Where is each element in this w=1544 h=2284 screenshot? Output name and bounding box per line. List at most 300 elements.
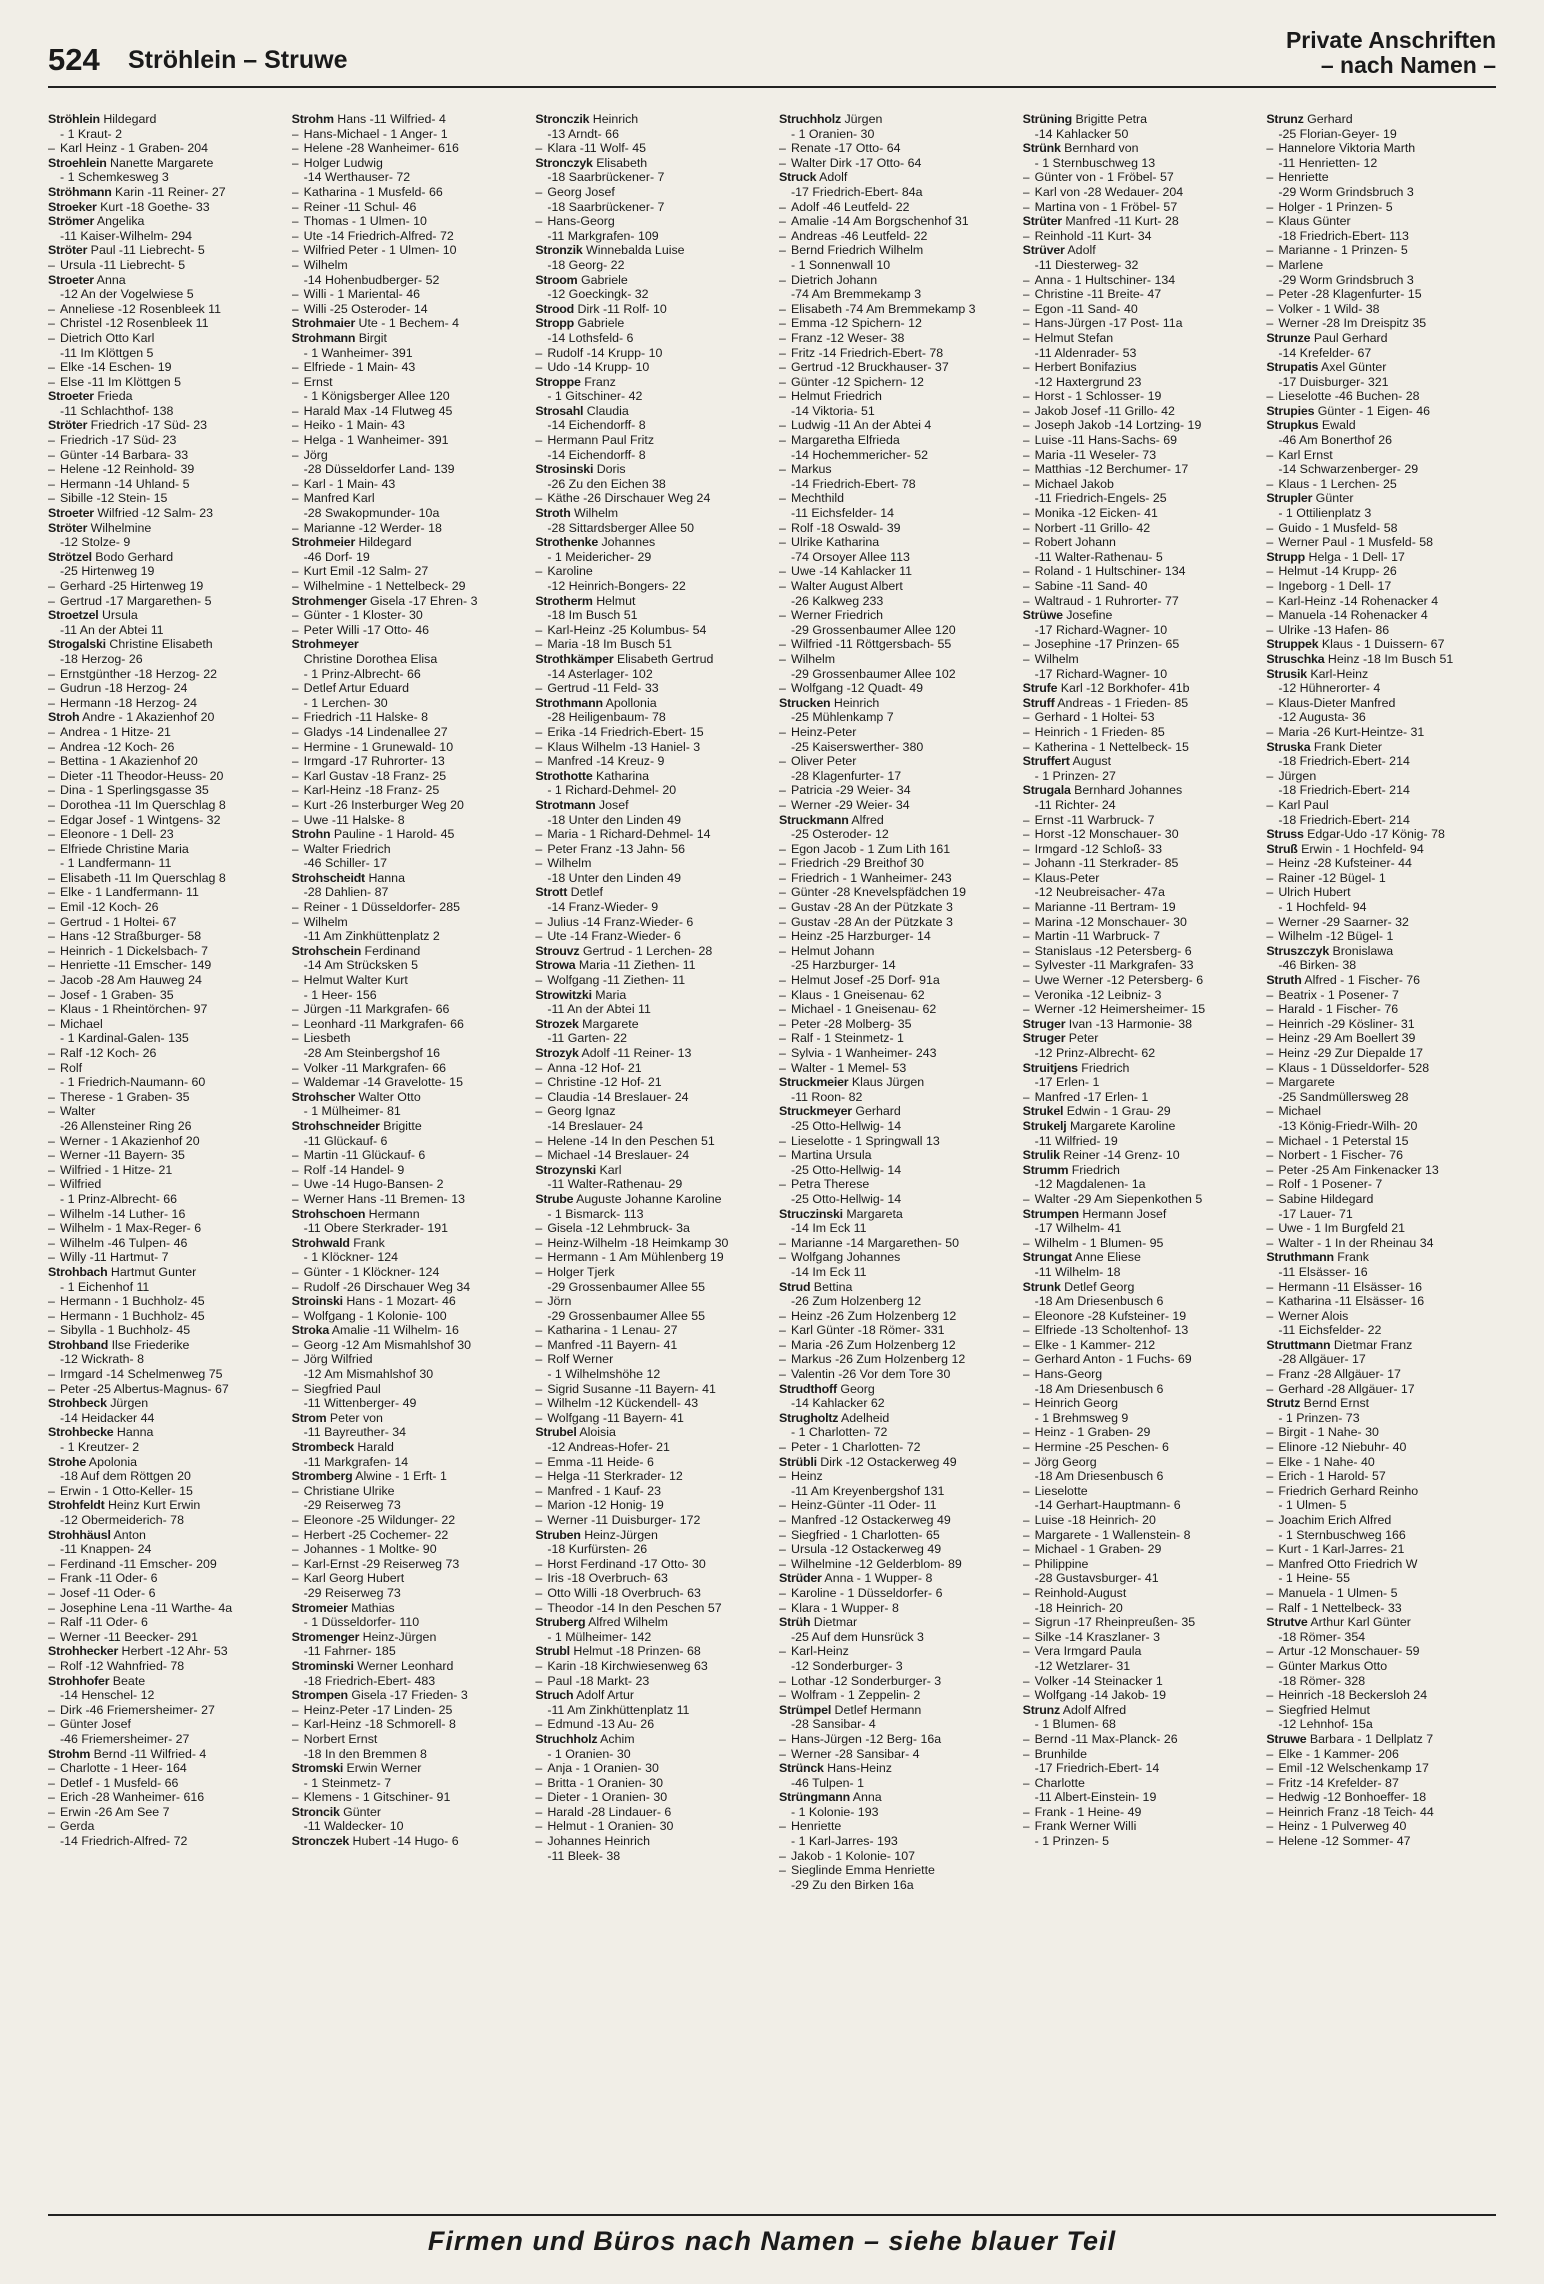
entry-details: Hans-Georg (1034, 1367, 1103, 1382)
directory-entry (292, 477, 522, 492)
directory-entry (1023, 156, 1253, 171)
directory-entry (779, 506, 1009, 521)
directory-entry (48, 1615, 278, 1630)
directory-entry (1266, 1586, 1496, 1601)
entry-details: Kurt Emil -12 Salm- 27 (303, 564, 429, 579)
directory-entry (535, 1542, 765, 1557)
directory-entry (1266, 1163, 1496, 1178)
directory-entry (48, 1601, 278, 1616)
entry-details: Rolf -12 Wahnfried- 78 (60, 1658, 185, 1673)
repeat-dash: – (48, 1702, 55, 1717)
directory-entry (1266, 1674, 1496, 1689)
entry-details: Werner -11 Bayern- 35 (60, 1148, 185, 1163)
surname: Stroncik (291, 1804, 340, 1819)
entry-continuation: -11 Markgrafen- 14 (303, 1454, 409, 1469)
entry-details: Manfred Karl (303, 491, 375, 506)
entry-details: Andrea -12 Koch- 26 (60, 739, 175, 754)
repeat-dash: – (1266, 476, 1274, 491)
entry-details: Uwe -14 Hugo-Bansen- 2 (303, 1177, 444, 1192)
surname: Strumpen (1022, 1206, 1079, 1221)
entry-continuation: - 1 Blumen- 68 (1034, 1717, 1116, 1732)
directory-entry (48, 798, 278, 813)
directory-entry (1023, 608, 1253, 623)
directory-entry (1023, 1061, 1253, 1076)
repeat-dash: – (291, 1016, 299, 1031)
repeat-dash: – (291, 1571, 299, 1586)
repeat-dash: – (1022, 1629, 1030, 1644)
entry-details: Michael - 1 Peterstal 15 (1278, 1133, 1409, 1148)
surname: Strudthoff (779, 1381, 837, 1396)
directory-entry (292, 798, 522, 813)
directory-entry (535, 389, 765, 404)
directory-entry (1023, 681, 1253, 696)
repeat-dash: – (535, 1148, 543, 1163)
surname: Strohfeldt (48, 1498, 105, 1513)
entry-details: Ulrike Katharina (791, 535, 880, 550)
entry-details: Katharina - 1 Musfeld- 66 (303, 184, 443, 199)
repeat-dash: – (535, 841, 543, 856)
entry-details: Franz -28 Allgäuer- 17 (1278, 1367, 1401, 1382)
entry-continuation: - 1 Charlotten- 72 (791, 1425, 888, 1440)
repeat-dash: – (535, 1352, 543, 1367)
entry-details: Hermann - 1 Buchholz- 45 (60, 1308, 205, 1323)
directory-entry (1023, 1046, 1253, 1061)
directory-entry (779, 1425, 1009, 1440)
repeat-dash: – (1266, 608, 1274, 623)
entry-details: Johannes Heinrich (547, 1834, 650, 1849)
entry-details: Peter (1065, 1031, 1099, 1046)
entry-details: Bronislawa (1329, 943, 1394, 958)
directory-entry (779, 1148, 1009, 1163)
repeat-dash: – (1266, 1746, 1274, 1761)
repeat-dash: – (779, 1352, 786, 1367)
directory-entry (48, 112, 278, 127)
directory-entry (1023, 1352, 1253, 1367)
entry-details: Hans-Michael - 1 Anger- 1 (303, 126, 448, 141)
entry-details: Monika -12 Eicken- 41 (1034, 506, 1158, 521)
repeat-dash: – (1022, 579, 1030, 593)
repeat-dash: – (291, 155, 299, 170)
directory-entry (48, 1411, 278, 1426)
entry-details: Ludwig -11 An der Abtei 4 (791, 418, 932, 433)
repeat-dash: – (1022, 1396, 1030, 1411)
repeat-dash: – (535, 1250, 543, 1265)
repeat-dash: – (1266, 695, 1274, 710)
entry-details: Bernd -11 Max-Planck- 26 (1034, 1731, 1178, 1746)
directory-entry (1023, 1148, 1253, 1163)
entry-details: Patricia -29 Weier- 34 (791, 783, 911, 798)
directory-entry (48, 1075, 278, 1090)
directory-entry (535, 564, 765, 579)
surname: Strohhofer (48, 1673, 110, 1688)
repeat-dash: – (1266, 1542, 1274, 1557)
repeat-dash: – (1266, 141, 1274, 156)
entry-details: Eleonore -25 Wildunger- 22 (303, 1513, 456, 1527)
entry-details: Manfred Otto Friedrich W (1278, 1556, 1418, 1571)
directory-entry (48, 1031, 278, 1046)
directory-entry (1023, 783, 1253, 798)
repeat-dash: – (1022, 1585, 1030, 1600)
directory-entry (779, 287, 1009, 302)
entry-details: Barbara - 1 Dellplatz 7 (1306, 1731, 1434, 1746)
entry-details: Oliver Peter (791, 754, 857, 769)
entry-details: Else -11 Im Klöttgen 5 (60, 374, 181, 389)
directory-entry (779, 258, 1009, 273)
entry-details: Adolf -11 Reiner- 13 (578, 1046, 692, 1060)
directory-entry (292, 1571, 522, 1586)
repeat-dash: – (779, 1819, 786, 1834)
directory-entry (1023, 1280, 1253, 1295)
repeat-dash: – (291, 126, 299, 141)
entry-details: Helene -14 In den Peschen 51 (547, 1133, 715, 1148)
entry-continuation: - 1 Eichenhof 11 (60, 1279, 150, 1294)
repeat-dash: – (779, 754, 786, 769)
directory-entry (1023, 1119, 1253, 1134)
surname: Strohbeck (48, 1396, 107, 1411)
entry-continuation: -29 Grossenbaumer Allee 55 (547, 1308, 706, 1323)
repeat-dash: – (535, 1337, 543, 1352)
entry-details: Elisabeth -11 Im Querschlag 8 (60, 870, 226, 885)
entry-details: Karl von -28 Wedauer- 204 (1034, 184, 1184, 199)
repeat-dash: – (291, 257, 299, 272)
surname: Strouvz (535, 943, 580, 958)
directory-entry (535, 623, 765, 638)
entry-details: Luise -18 Heinrich- 20 (1034, 1513, 1156, 1527)
entry-continuation: -11 Am Kreyenbergshof 131 (791, 1483, 945, 1498)
directory-entry (1023, 1630, 1253, 1645)
entry-continuation: Christine Dorothea Elisa (303, 651, 438, 666)
entry-details: Wilhelmine -12 Gelderblom- 89 (791, 1556, 962, 1571)
entry-details: Helmut -18 Prinzen- 68 (569, 1644, 701, 1659)
surname: Stromski (291, 1761, 344, 1776)
entry-details: Josephine -17 Prinzen- 65 (1034, 637, 1180, 652)
entry-details: Werner Alois (1278, 1308, 1349, 1323)
repeat-dash: – (48, 870, 55, 885)
entry-continuation: -28 Dahlien- 87 (303, 885, 389, 900)
repeat-dash: – (291, 418, 299, 433)
repeat-dash: – (779, 579, 786, 593)
repeat-dash: – (48, 1483, 55, 1498)
directory-entry (48, 1717, 278, 1732)
entry-details: Horst Ferdinand -17 Otto- 30 (547, 1556, 706, 1571)
entry-details: Marianne -14 Margarethen- 50 (791, 1235, 960, 1250)
directory-entry (1023, 885, 1253, 900)
repeat-dash: – (535, 681, 543, 696)
directory-entry (292, 637, 522, 652)
surname: Strübli (779, 1454, 817, 1469)
directory-entry (535, 1586, 765, 1601)
entry-details: Manfred -11 Kurt- 28 (1061, 214, 1179, 229)
entry-details: Karin -11 Reiner- 27 (111, 184, 226, 199)
directory-entry (292, 1601, 522, 1616)
repeat-dash: – (535, 1483, 543, 1498)
repeat-dash: – (48, 1016, 55, 1031)
entry-details: Marina -12 Monschauer- 30 (1034, 914, 1187, 929)
directory-entry (48, 1630, 278, 1645)
directory-entry (779, 594, 1009, 609)
directory-entry (1266, 608, 1496, 623)
entry-details: Heinrich - 1 Frieden- 85 (1034, 724, 1165, 739)
entry-details: Andreas -46 Leutfeld- 22 (791, 228, 928, 243)
surname: Strubl (535, 1644, 570, 1659)
directory-entry (779, 1601, 1009, 1616)
repeat-dash: – (779, 637, 786, 652)
entry-details: Walter - 1 Memel- 53 (791, 1060, 907, 1075)
directory-entry (1023, 491, 1253, 506)
directory-entry (48, 988, 278, 1003)
directory-entry (779, 915, 1009, 930)
directory-entry (1023, 1031, 1253, 1046)
entry-details: Ilse Friederike (108, 1337, 190, 1352)
repeat-dash: – (291, 1031, 299, 1046)
directory-entry (48, 1002, 278, 1017)
entry-continuation: -14 Lothsfeld- 6 (547, 330, 634, 345)
surname: Struger (1022, 1031, 1066, 1046)
entry-continuation: -28 Heiligenbaum- 78 (547, 710, 666, 725)
directory-entry (779, 1688, 1009, 1703)
entry-details: Klaus - 1 Düsseldorfer- 528 (1278, 1060, 1430, 1075)
surname: Strutve (1266, 1615, 1308, 1630)
directory-entry (1023, 1659, 1253, 1674)
surname: Strohn (291, 827, 331, 842)
repeat-dash: – (1022, 506, 1030, 521)
directory-entry (1023, 229, 1253, 244)
entry-details: Valentin -26 Vor dem Tore 30 (791, 1367, 951, 1382)
directory-entry (535, 1674, 765, 1689)
entry-details: Roland - 1 Hultschiner- 134 (1034, 564, 1186, 579)
directory-entry (779, 1630, 1009, 1645)
directory-entry (1266, 1601, 1496, 1616)
directory-entry (1266, 418, 1496, 433)
surname: Struckmann (779, 812, 849, 827)
directory-entry (1266, 1352, 1496, 1367)
repeat-dash: – (1266, 316, 1274, 331)
repeat-dash: – (1266, 622, 1274, 637)
surname: Strohband (48, 1337, 109, 1352)
entry-details: Gertrud -17 Margarethen- 5 (60, 593, 212, 608)
repeat-dash: – (1022, 593, 1030, 608)
repeat-dash: – (779, 1542, 786, 1557)
entry-continuation: -14 Hochemmericher- 52 (791, 447, 929, 462)
directory-entry (292, 404, 522, 419)
directory-entry (48, 1761, 278, 1776)
directory-entry (1266, 798, 1496, 813)
entry-continuation: - 1 Düsseldorfer- 110 (303, 1615, 420, 1630)
directory-entry (779, 623, 1009, 638)
surname: Strungat (1022, 1250, 1072, 1265)
repeat-dash: – (535, 622, 543, 637)
surname: Strohscher (291, 1089, 356, 1104)
entry-details: Harald -28 Lindauer- 6 (547, 1804, 672, 1819)
entry-details: Philippine (1034, 1556, 1089, 1571)
entry-details: Martin -11 Glückauf- 6 (303, 1148, 426, 1163)
directory-entry (535, 871, 765, 886)
entry-details: Hermann (365, 1206, 420, 1221)
directory-entry (535, 1469, 765, 1484)
directory-entry (779, 973, 1009, 988)
directory-entry (1023, 1309, 1253, 1324)
directory-entry (1266, 389, 1496, 404)
entry-details: Heinrich Georg (1034, 1396, 1118, 1411)
repeat-dash: – (48, 1790, 55, 1805)
repeat-dash: – (535, 724, 543, 739)
repeat-dash: – (779, 943, 786, 958)
surname: Strünk (1022, 141, 1061, 156)
repeat-dash: – (779, 987, 786, 1002)
entry-details: Margarete - 1 Wallenstein- 8 (1034, 1527, 1191, 1542)
entry-details: Fritz -14 Friedrich-Ebert- 78 (791, 345, 944, 360)
entry-details: Günter (1312, 491, 1354, 506)
directory-entry (48, 681, 278, 696)
entry-details: Fritz -14 Krefelder- 87 (1278, 1775, 1399, 1790)
repeat-dash: – (535, 1089, 543, 1104)
directory-entry (1023, 127, 1253, 142)
surname: Strüter (1022, 214, 1062, 229)
directory-entry (292, 1732, 522, 1747)
entry-details: Walter Otto (355, 1089, 421, 1104)
directory-entry (1266, 185, 1496, 200)
surname: Strozyk (535, 1046, 579, 1060)
entry-continuation: - 1 Heer- 156 (303, 987, 377, 1002)
repeat-dash: – (1266, 214, 1274, 229)
entry-details: Charlotte (1034, 1775, 1085, 1790)
repeat-dash: – (1266, 564, 1274, 579)
directory-entry (1023, 696, 1253, 711)
directory-entry (292, 1294, 522, 1309)
entry-details: Wilhelm - 1 Max-Reger- 6 (60, 1221, 202, 1236)
directory-entry (48, 521, 278, 536)
entry-details: Werner -29 Saarner- 32 (1278, 914, 1409, 929)
entry-continuation: -17 Wilhelm- 41 (1034, 1221, 1122, 1236)
repeat-dash: – (1266, 1600, 1274, 1615)
entry-details: Georg Josef (547, 184, 615, 199)
entry-details: Ursula (98, 608, 138, 623)
entry-details: Jörg Georg (1034, 1454, 1097, 1469)
repeat-dash: – (1022, 1323, 1030, 1338)
entry-continuation: -14 Werthauser- 72 (303, 170, 411, 185)
entry-continuation: -12 Wickrath- 8 (60, 1352, 144, 1367)
repeat-dash: – (291, 739, 299, 754)
directory-entry (292, 1221, 522, 1236)
directory-entry (1023, 1469, 1253, 1484)
repeat-dash: – (1022, 476, 1030, 491)
repeat-dash: – (535, 491, 543, 506)
directory-entry (1023, 871, 1253, 886)
entry-details: Gerhard (1303, 112, 1353, 126)
directory-entry (48, 1659, 278, 1674)
repeat-dash: – (779, 491, 786, 506)
entry-details: Heinz-Wilhelm -18 Heimkamp 30 (547, 1235, 729, 1250)
surname: Strombeck (291, 1440, 354, 1455)
directory-entry (779, 1542, 1009, 1557)
directory-entry (535, 200, 765, 215)
repeat-dash: – (1022, 637, 1030, 652)
entry-details: Wolfgang -11 Bayern- 41 (547, 1410, 684, 1425)
directory-entry (48, 302, 278, 317)
directory-entry (1266, 1557, 1496, 1572)
directory-entry (779, 856, 1009, 871)
repeat-dash: – (779, 462, 786, 477)
repeat-dash: – (1266, 1469, 1274, 1484)
entry-details: Klaus-Dieter Manfred (1278, 695, 1396, 710)
directory-entry (292, 1396, 522, 1411)
directory-entry (779, 1528, 1009, 1543)
entry-details: Paul -11 Liebrecht- 5 (87, 243, 205, 258)
repeat-dash: – (1266, 243, 1274, 258)
entry-details: Hermann -11 Elsässer- 16 (1278, 1279, 1423, 1294)
repeat-dash: – (779, 900, 786, 915)
repeat-dash: – (779, 1731, 786, 1746)
directory-entry (535, 1498, 765, 1513)
repeat-dash: – (535, 1060, 543, 1075)
repeat-dash: – (1022, 1425, 1030, 1440)
directory-entry (779, 448, 1009, 463)
entry-continuation: -25 Otto-Hellwig- 14 (791, 1191, 902, 1206)
directory-entry (1023, 462, 1253, 477)
entry-details: Edgar Josef - 1 Wintgens- 32 (60, 812, 221, 827)
entry-continuation: -25 Hirtenweg 19 (60, 564, 155, 579)
repeat-dash: – (1266, 301, 1274, 316)
repeat-dash: – (1266, 1148, 1274, 1163)
entry-details: Wilfried Peter - 1 Ulmen- 10 (303, 243, 457, 258)
surname: Stronczik (535, 112, 590, 126)
entry-details: Karl-Heinz (1306, 666, 1369, 681)
entry-details: Amalie -14 Am Borgschenhof 31 (791, 214, 969, 229)
repeat-dash: – (779, 1177, 786, 1192)
repeat-dash: – (779, 1673, 786, 1688)
entry-details: Andrea - 1 Hitze- 21 (60, 724, 171, 739)
entry-continuation: -11 Im Klöttgen 5 (60, 345, 154, 360)
repeat-dash: – (291, 1148, 299, 1163)
repeat-dash: – (48, 1133, 55, 1148)
repeat-dash: – (291, 724, 299, 739)
entry-continuation: -28 Düsseldorfer Land- 139 (303, 462, 455, 477)
directory-entry (1266, 433, 1496, 448)
directory-entry (779, 579, 1009, 594)
repeat-dash: – (779, 1060, 786, 1075)
directory-column-5 (1023, 112, 1253, 2172)
entry-details: Klara - 1 Wupper- 8 (791, 1600, 899, 1615)
entry-details: Eleonore -28 Kufsteiner- 19 (1034, 1308, 1187, 1323)
repeat-dash: – (291, 287, 299, 302)
surname: Struß (1266, 841, 1298, 856)
directory-entry (1266, 1790, 1496, 1805)
entry-details: Werner -11 Duisburger- 172 (547, 1513, 701, 1527)
entry-continuation: -46 Friemersheimer- 27 (60, 1731, 190, 1746)
entry-continuation: -14 Asterlager- 102 (547, 666, 653, 681)
repeat-dash: – (48, 374, 55, 389)
directory-entry (535, 973, 765, 988)
page-header (48, 20, 1496, 86)
entry-details: Manfred -12 Ostackerweg 49 (791, 1513, 951, 1527)
surname: Struth (1266, 973, 1302, 988)
entry-details: Brigitte (379, 1118, 422, 1133)
repeat-dash: – (1266, 1513, 1274, 1527)
directory-entry (1023, 929, 1253, 944)
directory-entry (292, 1119, 522, 1134)
directory-entry (292, 696, 522, 711)
entry-details: Wilhelm (1034, 651, 1079, 666)
directory-entry (292, 243, 522, 258)
surname: Stroppe (535, 374, 581, 389)
entry-details: Franz -12 Weser- 38 (791, 330, 905, 345)
directory-entry (1266, 404, 1496, 419)
entry-details: Hans -12 Straßburger- 58 (60, 929, 202, 944)
directory-entry (48, 710, 278, 725)
repeat-dash: – (1266, 1425, 1274, 1440)
entry-details: Dirk -46 Friemersheimer- 27 (60, 1702, 215, 1717)
entry-details: Gertrud - 1 Holtei- 67 (60, 914, 177, 929)
